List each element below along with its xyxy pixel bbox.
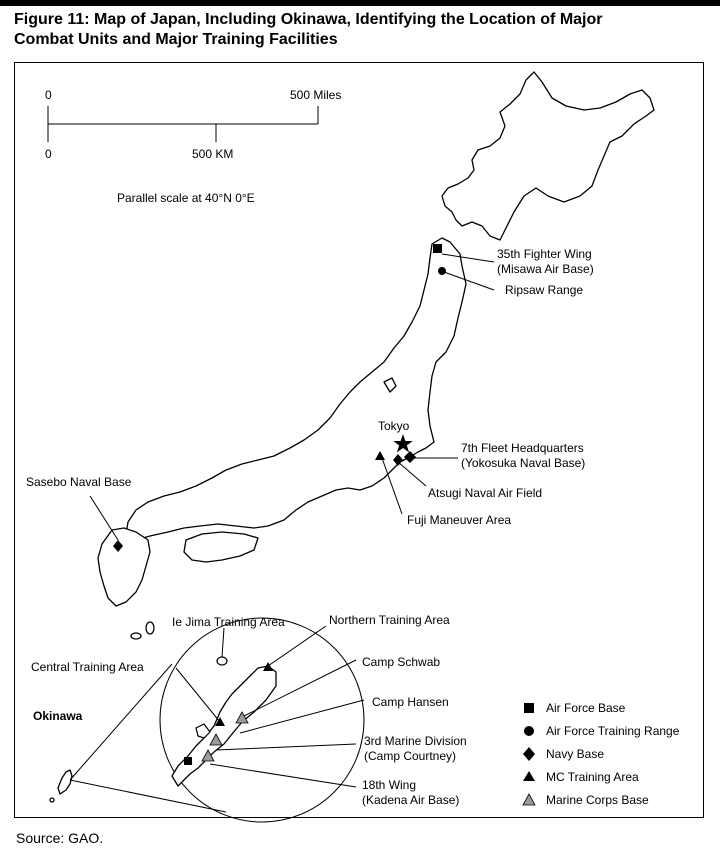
legend-diamond-icon xyxy=(523,747,535,761)
scale-bar xyxy=(48,106,318,142)
source-note: Source: GAO. xyxy=(16,830,104,846)
fuji-label: Fuji Maneuver Area xyxy=(407,513,512,527)
kadena-air-base-marker xyxy=(184,757,192,765)
legend-navy-base: Navy Base xyxy=(546,747,605,761)
camp-hansen-label: Camp Hansen xyxy=(372,695,449,709)
ie-jima-island xyxy=(217,657,227,665)
wing-18-label: 18th Wing xyxy=(362,778,417,792)
marine-division-label: 3rd Marine Division xyxy=(364,734,467,748)
yakushima-island xyxy=(131,633,141,639)
kyushu-island xyxy=(98,528,150,606)
shikoku-island xyxy=(184,532,258,562)
legend-air-force-base: Air Force Base xyxy=(546,701,626,715)
misawa-label: (Misawa Air Base) xyxy=(497,262,594,276)
legend-gray-triangle-icon xyxy=(523,794,535,805)
scale-zero-top: 0 xyxy=(45,88,52,102)
yokosuka-label: (Yokosuka Naval Base) xyxy=(461,456,586,470)
legend-triangle-icon xyxy=(523,771,535,781)
okinawa-map-island xyxy=(58,770,72,794)
sasebo-label: Sasebo Naval Base xyxy=(26,475,132,489)
tokyo-label: Tokyo xyxy=(378,419,410,433)
scale-miles-label: 500 Miles xyxy=(290,88,342,102)
fighter-wing-label: 35th Fighter Wing xyxy=(497,247,592,261)
kadena-label: (Kadena Air Base) xyxy=(362,793,460,807)
ie-jima-label: Ie Jima Training Area xyxy=(172,615,285,629)
legend-marine-corps-base: Marine Corps Base xyxy=(546,793,649,807)
atsugi-label: Atsugi Naval Air Field xyxy=(428,486,543,500)
legend-air-force-training-range: Air Force Training Range xyxy=(546,724,680,738)
camp-courtney-label: (Camp Courtney) xyxy=(364,749,457,763)
okinawa-inset xyxy=(70,618,364,822)
miyako-island xyxy=(50,798,54,802)
honshu-island xyxy=(126,238,466,540)
projection-note: Parallel scale at 40°N 0°E xyxy=(117,191,255,205)
legend-circle-icon xyxy=(524,726,534,736)
figure-title-line-1: Figure 11: Map of Japan, Including Okinawa, Identifying the Location of Major xyxy=(14,11,603,28)
central-training-label: Central Training Area xyxy=(31,660,144,674)
tanegashima-island xyxy=(146,622,154,634)
legend-mc-training-area: MC Training Area xyxy=(546,770,639,784)
figure-title-line-2: Combat Units and Major Training Facilities xyxy=(14,31,338,48)
hokkaido-island xyxy=(442,72,654,240)
northern-training-label: Northern Training Area xyxy=(329,613,450,627)
ripsaw-label: Ripsaw Range xyxy=(505,283,584,297)
okinawa-label: Okinawa xyxy=(33,709,83,723)
camp-schwab-label: Camp Schwab xyxy=(362,655,441,669)
scale-zero-bottom: 0 xyxy=(45,147,52,161)
misawa-air-base-marker xyxy=(433,244,442,253)
fleet-hq-label: 7th Fleet Headquarters xyxy=(461,441,584,455)
scale-km-label: 500 KM xyxy=(192,147,234,161)
legend xyxy=(523,701,680,807)
ripsaw-range-marker xyxy=(438,267,446,275)
legend-square-icon xyxy=(524,703,534,713)
